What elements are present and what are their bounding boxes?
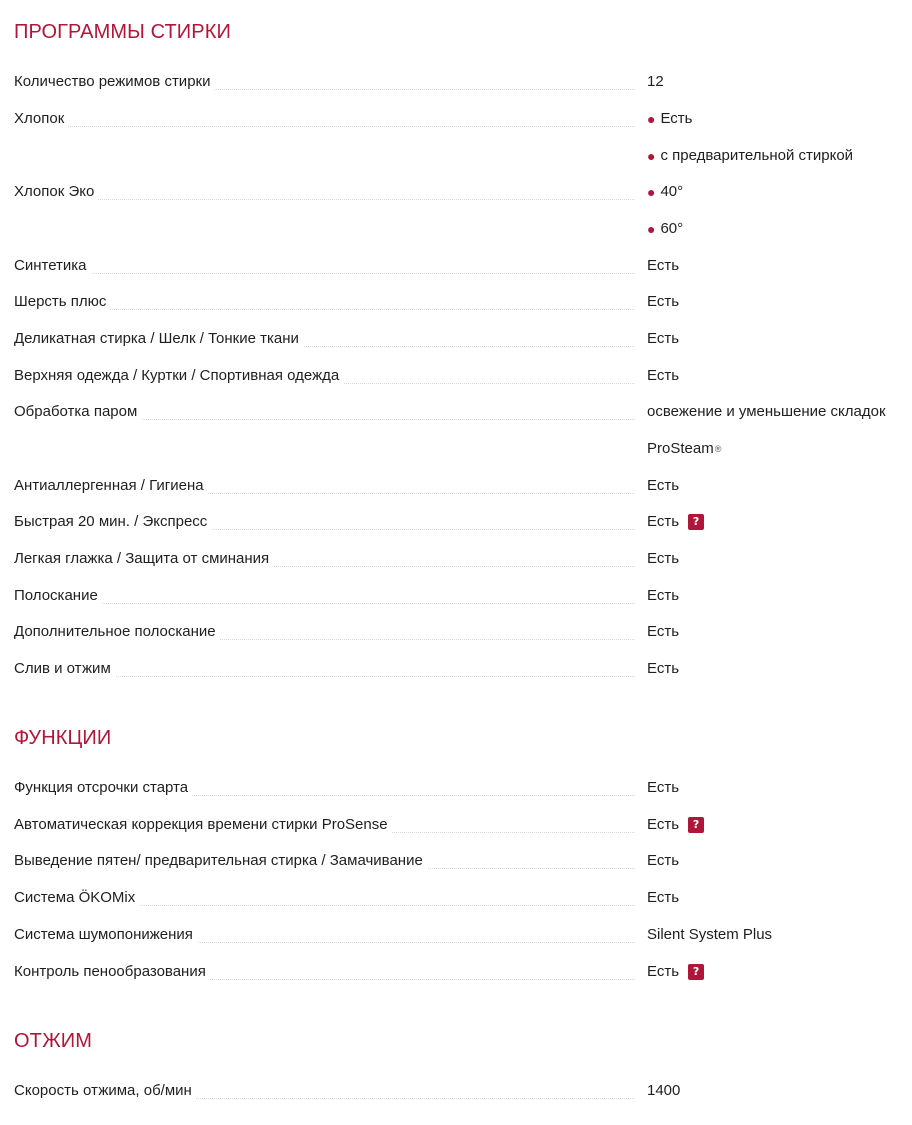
spec-row <box>0 778 912 814</box>
spec-value: ● 60° <box>647 220 684 237</box>
spec-label: Автоматическая коррекция времени стирки ProSense <box>14 815 392 835</box>
spec-value: Есть <box>647 330 680 347</box>
spec-value: ProSteam ® <box>647 440 722 457</box>
help-icon[interactable]: ? <box>688 964 704 980</box>
spec-row <box>0 815 912 851</box>
spec-row <box>0 888 912 924</box>
spec-row <box>0 512 912 548</box>
spec-value: Есть <box>647 550 680 567</box>
spec-value: Есть <box>647 477 680 494</box>
spec-row <box>0 256 912 292</box>
spec-label: Легкая глажка / Защита от сминания <box>14 549 273 569</box>
spec-label: Дополнительное полоскание <box>14 622 220 642</box>
spec-label: Синтетика <box>14 256 91 276</box>
spec-value: Есть ? <box>647 815 704 835</box>
spec-value: Silent System Plus <box>647 926 773 943</box>
spec-row <box>0 925 912 961</box>
spec-label: Полоскание <box>14 586 102 606</box>
spec-value: Есть <box>647 889 680 906</box>
spec-value: 1400 <box>647 1082 681 1099</box>
spec-row <box>0 1081 912 1117</box>
spec-row <box>0 962 912 998</box>
bullet-icon: ● <box>647 184 656 200</box>
dotted-leader <box>14 126 635 127</box>
spec-value: Есть <box>647 660 680 677</box>
spec-row <box>0 219 912 255</box>
spec-label: Хлопок <box>14 109 68 129</box>
spec-row <box>0 586 912 622</box>
spec-row <box>0 146 912 182</box>
spec-label: Верхняя одежда / Куртки / Спортивная одежда <box>14 366 343 386</box>
spec-label: Выведение пятен/ предварительная стирка / Замачивание <box>14 851 427 871</box>
spec-value: Есть <box>647 367 680 384</box>
section-title-spin: ОТЖИМ <box>14 1030 92 1052</box>
spec-value: Есть <box>647 293 680 310</box>
spec-row <box>0 109 912 145</box>
spec-label: Скорость отжима, об/мин <box>14 1081 196 1101</box>
spec-row <box>0 292 912 328</box>
spec-row <box>0 439 912 475</box>
bullet-icon: ● <box>647 221 656 237</box>
spec-row <box>0 659 912 695</box>
spec-value: Есть <box>647 587 680 604</box>
spec-value: Есть ? <box>647 512 704 532</box>
spec-row <box>0 851 912 887</box>
bullet-icon: ● <box>647 111 656 127</box>
spec-label: Слив и отжим <box>14 659 115 679</box>
spec-label: Функция отсрочки старта <box>14 778 192 798</box>
help-icon[interactable]: ? <box>688 514 704 530</box>
spec-label: Система ÖKOMix <box>14 888 139 908</box>
spec-value: освежение и уменьшение складок <box>647 403 886 420</box>
dotted-leader <box>14 273 635 274</box>
spec-value: ● 40° <box>647 183 684 200</box>
spec-value: Есть <box>647 257 680 274</box>
spec-value: Есть <box>647 779 680 796</box>
section-title-programs: ПРОГРАММЫ СТИРКИ <box>14 21 231 43</box>
dotted-leader <box>14 603 635 604</box>
spec-label: Быстрая 20 мин. / Экспресс <box>14 512 211 532</box>
spec-row <box>0 329 912 365</box>
bullet-icon: ● <box>647 148 656 164</box>
registered-mark: ® <box>714 444 722 454</box>
spec-label: Антиаллергенная / Гигиена <box>14 476 208 496</box>
spec-row <box>0 402 912 438</box>
spec-value: 12 <box>647 73 664 90</box>
spec-label: Шерсть плюс <box>14 292 110 312</box>
spec-value: Есть <box>647 623 680 640</box>
spec-row <box>0 622 912 658</box>
spec-label: Количество режимов стирки <box>14 72 214 92</box>
spec-value: ● Есть <box>647 110 693 127</box>
spec-value: ● с предварительной стиркой <box>647 147 854 164</box>
spec-label: Деликатная стирка / Шелк / Тонкие ткани <box>14 329 303 349</box>
spec-label: Обработка паром <box>14 402 141 422</box>
spec-row <box>0 366 912 402</box>
spec-label: Система шумопонижения <box>14 925 197 945</box>
spec-row <box>0 549 912 585</box>
spec-row <box>0 72 912 108</box>
spec-row <box>0 182 912 218</box>
spec-label: Хлопок Эко <box>14 182 98 202</box>
spec-label: Контроль пенообразования <box>14 962 210 982</box>
help-icon[interactable]: ? <box>688 817 704 833</box>
dotted-leader <box>14 199 635 200</box>
spec-row <box>0 476 912 512</box>
spec-value: Есть <box>647 852 680 869</box>
spec-value: Есть ? <box>647 962 704 982</box>
section-title-functions: ФУНКЦИИ <box>14 727 112 749</box>
